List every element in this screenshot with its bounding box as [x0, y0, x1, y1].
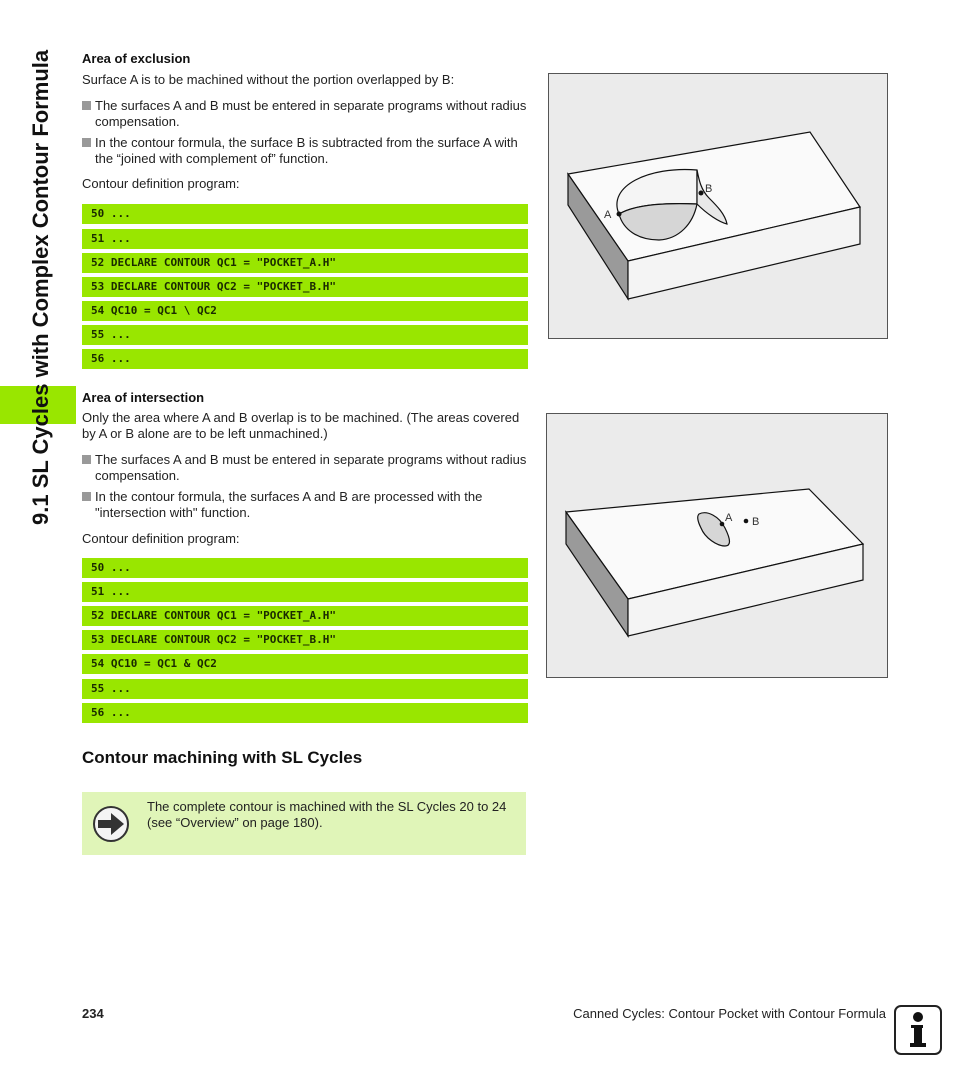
figure-label-a: A: [725, 512, 733, 524]
info-icon: [894, 1005, 942, 1055]
bullet-square-icon: [82, 455, 91, 464]
section-heading: Contour machining with SL Cycles: [82, 748, 363, 767]
exclusion-code-line: 56 ...: [82, 349, 528, 369]
intersection-code-line: 53 DECLARE CONTOUR QC2 = "POCKET_B.H": [82, 630, 528, 650]
note-text: The complete contour is machined with the SL Cycles 20 to 24 (see “Overview” on page 180).: [147, 799, 507, 830]
exclusion-code-line: 54 QC10 = QC1 \ QC2: [82, 301, 528, 321]
intersection-bullet-1: [82, 452, 528, 484]
intersection-figure: [546, 413, 888, 678]
page-number: 234: [82, 1006, 104, 1021]
intersection-intro: Only the area where A and B overlap is to be machined. (The areas covered by A or B alone are to be left unmachined.): [82, 410, 520, 441]
exclusion-code-line: 53 DECLARE CONTOUR QC2 = "POCKET_B.H": [82, 277, 528, 297]
exclusion-heading: Area of exclusion: [82, 51, 191, 66]
bullet-square-icon: [82, 492, 91, 501]
figure-label-b: B: [752, 516, 760, 528]
intersection-program-label: Contour definition program:: [82, 531, 240, 546]
intersection-code-line: 52 DECLARE CONTOUR QC1 = "POCKET_A.H": [82, 606, 528, 626]
intersection-code-line: 54 QC10 = QC1 & QC2: [82, 654, 528, 674]
footer-chapter-title: Canned Cycles: Contour Pocket with Contour Formula: [573, 1006, 886, 1021]
exclusion-code-line: 55 ...: [82, 325, 528, 345]
exclusion-bullet-2-text: In the contour formula, the surface B is subtracted from the surface A with the “joined with complement of” function.: [95, 135, 518, 166]
exclusion-intro: Surface A is to be machined without the portion overlapped by B:: [82, 72, 455, 87]
side-chapter-title: 9.1 SL Cycles with Complex Contour Formula: [28, 49, 53, 525]
intersection-code-line: 51 ...: [82, 582, 528, 602]
bullet-square-icon: [82, 101, 91, 110]
intersection-code-line: 55 ...: [82, 679, 528, 699]
exclusion-program-label: Contour definition program:: [82, 176, 240, 191]
exclusion-block-illustration: [549, 74, 887, 338]
exclusion-bullet-2: [82, 135, 528, 167]
intersection-bullet-2: [82, 489, 528, 521]
exclusion-figure: [548, 73, 888, 339]
figure-label-b: B: [705, 183, 713, 195]
intersection-code-line: 56 ...: [82, 703, 528, 723]
exclusion-code-line: 51 ...: [82, 229, 528, 249]
exclusion-code-line: 52 DECLARE CONTOUR QC1 = "POCKET_A.H": [82, 253, 528, 273]
intersection-bullet-1-text: The surfaces A and B must be entered in separate programs without radius compensation.: [95, 452, 527, 483]
exclusion-code-line: 50 ...: [82, 204, 528, 224]
exclusion-bullet-1: [82, 98, 528, 130]
figure-label-a: A: [604, 209, 612, 221]
arrow-right-icon: [91, 804, 131, 844]
intersection-code-line: 50 ...: [82, 558, 528, 578]
intersection-block-illustration: [547, 414, 887, 677]
bullet-square-icon: [82, 138, 91, 147]
intersection-bullet-2-text: In the contour formula, the surfaces A and B are processed with the "intersection with" function.: [95, 489, 483, 520]
note-box: [82, 792, 526, 855]
intersection-heading: Area of intersection: [82, 390, 205, 405]
exclusion-bullet-1-text: The surfaces A and B must be entered in separate programs without radius compensation.: [95, 98, 527, 129]
